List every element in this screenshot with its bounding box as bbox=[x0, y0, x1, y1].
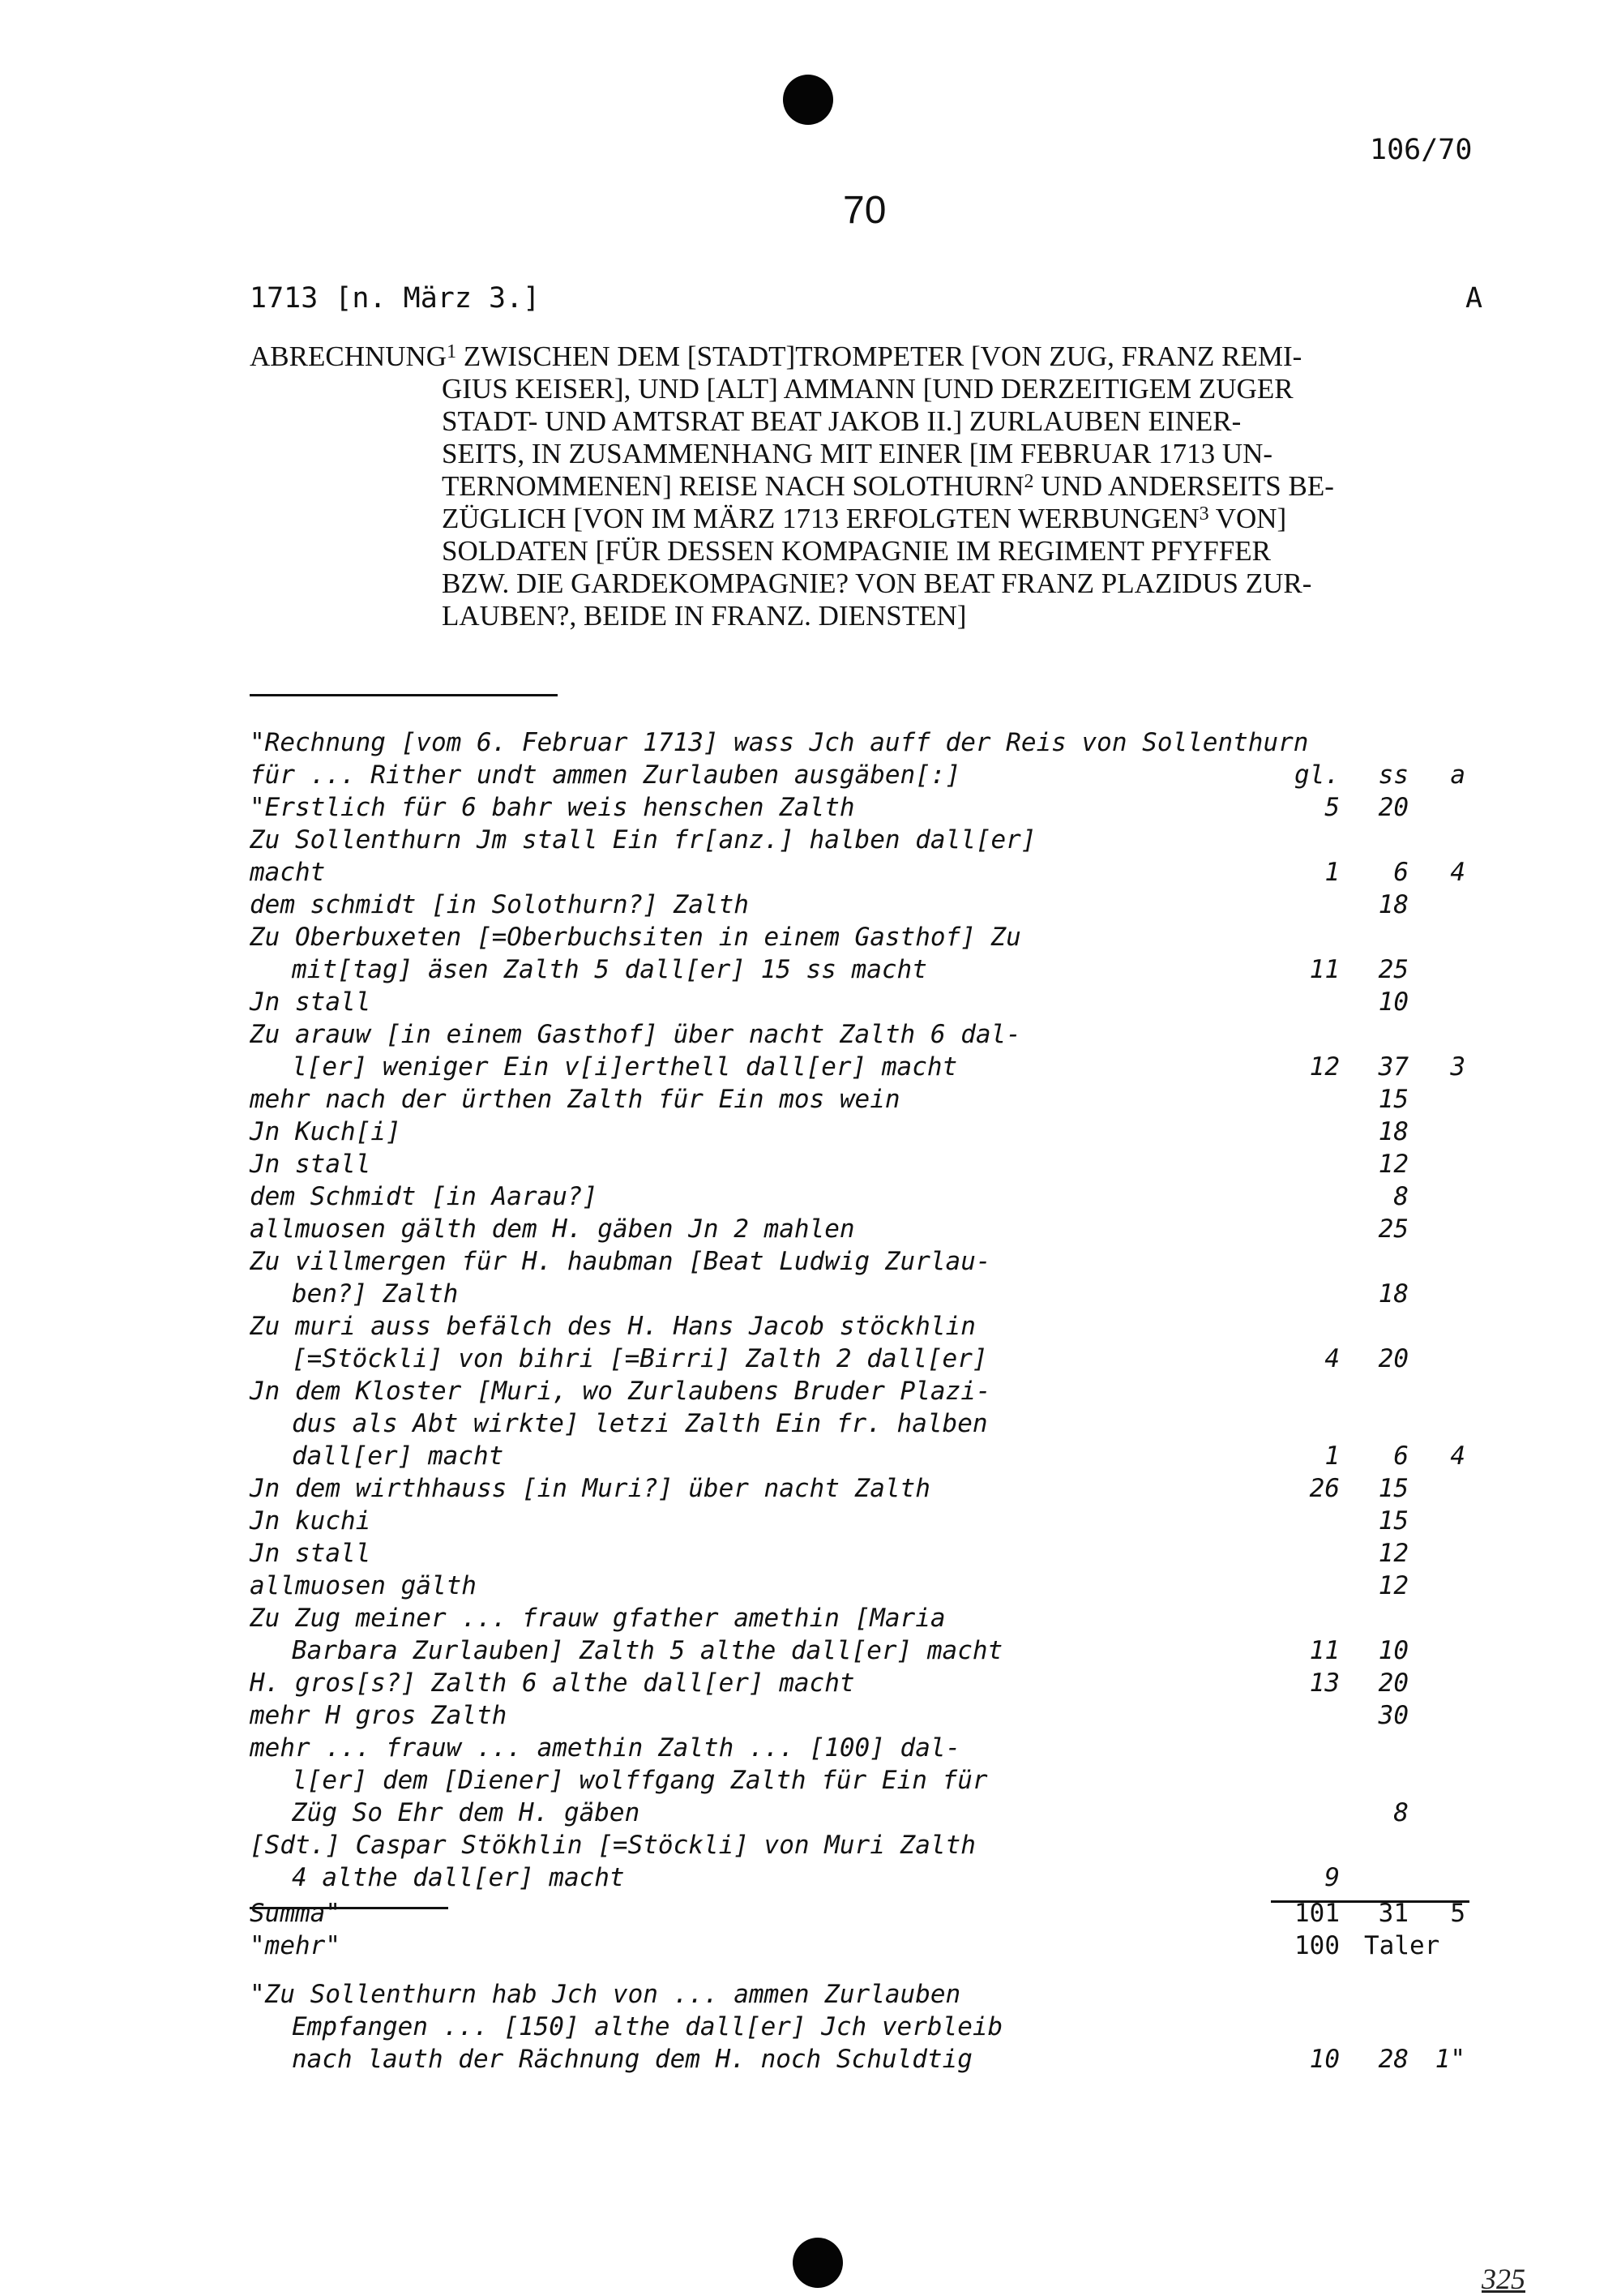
entry-gl: 12 bbox=[1309, 1052, 1340, 1082]
summa-a: 5 bbox=[1450, 1899, 1465, 1928]
entry-a: 3 bbox=[1450, 1052, 1465, 1082]
entry-ss: 12 bbox=[1378, 1150, 1409, 1179]
entry-ss: 20 bbox=[1378, 1344, 1409, 1373]
archive-number: 106/70 bbox=[1370, 134, 1473, 166]
entry-ss: 12 bbox=[1378, 1571, 1409, 1600]
entry-text: Jn stall bbox=[250, 1539, 371, 1568]
document-date: 1713 [n. März 3.] bbox=[250, 282, 541, 315]
table-row bbox=[250, 1310, 1482, 1343]
mehr-label: "mehr" bbox=[250, 1931, 340, 1960]
table-row bbox=[250, 1180, 1482, 1213]
entry-text: mit[tag] äsen Zalth 5 dall[er] 15 ss macht bbox=[292, 955, 927, 984]
entry-gl: 11 bbox=[1309, 955, 1340, 984]
entry-ss: 30 bbox=[1378, 1701, 1409, 1730]
entry-text: 4 althe dall[er] macht bbox=[292, 1863, 625, 1892]
entry-ss: 8 bbox=[1393, 1798, 1409, 1827]
summa-ss: 31 bbox=[1378, 1899, 1409, 1928]
entry-a: 4 bbox=[1450, 858, 1465, 887]
table-row bbox=[250, 1634, 1482, 1667]
table-row bbox=[250, 1829, 1482, 1861]
table-row bbox=[250, 921, 1482, 953]
table-row bbox=[250, 1570, 1482, 1602]
entry-text: "Erstlich für 6 bahr weis henschen Zalth bbox=[250, 793, 855, 822]
table-row bbox=[250, 1861, 1482, 1894]
entry-text: Zu Oberbuxeten [=Oberbuchsiten in einem Gasthof] Zu bbox=[250, 923, 1021, 952]
entry-ss: 15 bbox=[1378, 1506, 1409, 1536]
footnote-2-mark: 2 bbox=[1024, 471, 1034, 492]
entry-ss: 15 bbox=[1378, 1474, 1409, 1503]
entry-text: [=Stöckli] von bihri [=Birri] Zalth 2 dall[er] bbox=[292, 1344, 988, 1373]
entry-gl: 9 bbox=[1324, 1863, 1340, 1892]
table-row bbox=[250, 986, 1482, 1018]
entry-text: H. gros[s?] Zalth 6 althe dall[er] macht bbox=[250, 1668, 855, 1698]
entry-text: mehr nach der ürthen Zalth für Ein mos wein bbox=[250, 1085, 900, 1114]
mehr-value: 100 bbox=[1294, 1931, 1340, 1960]
entry-gl: 26 bbox=[1309, 1474, 1340, 1503]
entry-text: Jn stall bbox=[250, 1150, 371, 1179]
final-ss: 28 bbox=[1378, 2045, 1409, 2074]
entry-text: Züg So Ehr dem H. gäben bbox=[292, 1798, 640, 1827]
punch-hole-bottom bbox=[793, 2238, 843, 2288]
folio-number: 325 bbox=[1482, 2263, 1525, 2295]
title-line-7: SOLDATEN [FÜR DESSEN KOMPAGNIE IM REGIMENT PFYFFER bbox=[442, 535, 1271, 567]
entry-text: Jn kuchi bbox=[250, 1506, 371, 1536]
summa-rule-right bbox=[1271, 1900, 1469, 1903]
entry-text: dem Schmidt [in Aarau?] bbox=[250, 1182, 598, 1211]
table-row bbox=[250, 1505, 1482, 1537]
title-line-6: ZÜGLICH [VON IM MÄRZ 1713 ERFOLGTEN WERBUNGEN$^3$ VON] bbox=[442, 503, 1287, 534]
final-line-2: Empfangen ... [150] althe dall[er] Jch verbleib bbox=[292, 2012, 1003, 2041]
entry-ss: 8 bbox=[1393, 1182, 1409, 1211]
table-row bbox=[250, 1602, 1482, 1634]
account-rows bbox=[250, 791, 1482, 1894]
table-row bbox=[250, 1375, 1482, 1407]
entry-ss: 10 bbox=[1378, 987, 1409, 1017]
entry-text: allmuosen gälth bbox=[250, 1571, 477, 1600]
account-header-1: "Rechnung [vom 6. Februar 1713] wass Jch auff der Reis von Sollenthurn bbox=[250, 728, 1309, 757]
entry-text: Jn dem wirthhauss [in Muri?] über nacht Zalth bbox=[250, 1474, 930, 1503]
title-line-9: LAUBEN?, BEIDE IN FRANZ. DIENSTEN] bbox=[442, 600, 967, 632]
entry-text: dus als Abt wirkte] letzi Zalth Ein fr. halben bbox=[292, 1409, 988, 1438]
entry-text: l[er] dem [Diener] wolffgang Zalth für Ein für bbox=[292, 1766, 988, 1795]
page-number: 70 bbox=[843, 189, 887, 232]
entry-ss: 18 bbox=[1378, 890, 1409, 919]
table-row bbox=[250, 1083, 1482, 1116]
title-line-5: TERNOMMENEN] REISE NACH SOLOTHURN$^2$ UND ANDERSEITS BE- bbox=[442, 470, 1334, 502]
table-row bbox=[250, 1018, 1482, 1051]
entry-text: Zu muri auss befälch des H. Hans Jacob stöckhlin bbox=[250, 1312, 976, 1341]
entry-ss: 20 bbox=[1378, 1668, 1409, 1698]
entry-text: Zu Zug meiner ... frauw gfather amethin [Maria bbox=[250, 1604, 946, 1633]
table-row bbox=[250, 1764, 1482, 1797]
document-title bbox=[250, 341, 1498, 632]
entry-ss: 18 bbox=[1378, 1117, 1409, 1146]
entry-text: Barbara Zurlauben] Zalth 5 althe dall[er] macht bbox=[292, 1636, 1003, 1665]
account-ledger bbox=[250, 726, 1482, 2075]
entry-ss: 25 bbox=[1378, 955, 1409, 984]
entry-text: allmuosen gälth dem H. gäben Jn 2 mahlen bbox=[250, 1214, 855, 1244]
account-header-2: für ... Rither undt ammen Zurlauben ausgäben[:] gl. ss a bbox=[250, 760, 1465, 790]
table-row bbox=[250, 1440, 1482, 1472]
entry-text: l[er] weniger Ein v[i]erthell dall[er] macht bbox=[292, 1052, 958, 1082]
entry-ss: 6 bbox=[1393, 1441, 1409, 1471]
final-gl: 10 bbox=[1309, 2045, 1340, 2074]
entry-gl: 4 bbox=[1324, 1344, 1340, 1373]
entry-ss: 25 bbox=[1378, 1214, 1409, 1244]
table-row bbox=[250, 1407, 1482, 1440]
entry-ss: 15 bbox=[1378, 1085, 1409, 1114]
entry-ss: 10 bbox=[1378, 1636, 1409, 1665]
entry-ss: 18 bbox=[1378, 1279, 1409, 1309]
entry-a: 4 bbox=[1450, 1441, 1465, 1471]
column-gl-header: gl. bbox=[1294, 760, 1340, 790]
title-line-8: BZW. DIE GARDEKOMPAGNIE? VON BEAT FRANZ PLAZIDUS ZUR- bbox=[442, 568, 1312, 599]
table-row bbox=[250, 1245, 1482, 1278]
table-row bbox=[250, 1116, 1482, 1148]
table-row bbox=[250, 1051, 1482, 1083]
summa-label: Summa" bbox=[250, 1899, 340, 1928]
table-row bbox=[250, 824, 1482, 856]
title-divider bbox=[250, 694, 558, 696]
column-ss-header: ss bbox=[1378, 760, 1409, 790]
table-row bbox=[250, 1699, 1482, 1732]
entry-text: Jn dem Kloster [Muri, wo Zurlaubens Bruder Plazi- bbox=[250, 1377, 991, 1406]
entry-ss: 37 bbox=[1378, 1052, 1409, 1082]
table-row bbox=[250, 1343, 1482, 1375]
table-row bbox=[250, 889, 1482, 921]
table-row bbox=[250, 1472, 1482, 1505]
entry-text: mehr ... frauw ... amethin Zalth ... [100] dal- bbox=[250, 1733, 961, 1763]
entry-gl: 5 bbox=[1324, 793, 1340, 822]
series-letter: A bbox=[1465, 282, 1483, 315]
table-row bbox=[250, 791, 1482, 824]
footnote-1-mark: 1 bbox=[447, 341, 457, 362]
table-row bbox=[250, 856, 1482, 889]
entry-text: Zu villmergen für H. haubman [Beat Ludwig Zurlau- bbox=[250, 1247, 991, 1276]
entry-gl: 13 bbox=[1309, 1668, 1340, 1698]
entry-ss: 12 bbox=[1378, 1539, 1409, 1568]
mehr-row bbox=[250, 1930, 1482, 1962]
mehr-unit: Taler bbox=[1364, 1931, 1440, 1960]
title-line-4: SEITS, IN ZUSAMMENHANG MIT EINER [IM FEBRUAR 1713 UN- bbox=[442, 438, 1273, 469]
entry-text: Zu arauw [in einem Gasthof] über nacht Zalth 6 dal- bbox=[250, 1020, 1021, 1049]
entry-text: [Sdt.] Caspar Stökhlin [=Stöckli] von Muri Zalth bbox=[250, 1831, 976, 1860]
entry-gl: 11 bbox=[1309, 1636, 1340, 1665]
table-row bbox=[250, 1797, 1482, 1829]
table-row bbox=[250, 1537, 1482, 1570]
table-row bbox=[250, 1278, 1482, 1310]
entry-ss: 6 bbox=[1393, 858, 1409, 887]
entry-text: Jn Kuch[i] bbox=[250, 1117, 401, 1146]
column-a-header: a bbox=[1450, 760, 1465, 790]
entry-gl: 1 bbox=[1324, 858, 1340, 887]
punch-hole-top bbox=[783, 75, 833, 125]
entry-text: Zu Sollenthurn Jm stall Ein fr[anz.] halben dall[er] bbox=[250, 825, 1037, 855]
final-line-3: nach lauth der Rächnung dem H. noch Schuldtig 10 28 1" bbox=[292, 2045, 1465, 2074]
entry-text: ben?] Zalth bbox=[292, 1279, 459, 1309]
final-a: 1" bbox=[1435, 2045, 1465, 2074]
entry-text: macht bbox=[250, 858, 326, 887]
table-row bbox=[250, 1667, 1482, 1699]
final-line-1: "Zu Sollenthurn hab Jch von ... ammen Zurlauben bbox=[250, 1980, 961, 2009]
title-line-3: STADT- UND AMTSRAT BEAT JAKOB II.] ZURLAUBEN EINER- bbox=[442, 405, 1242, 437]
title-line-2: GIUS KEISER], UND [ALT] AMMANN [UND DERZEITIGEM ZUGER bbox=[442, 373, 1294, 405]
summa-gl: 101 bbox=[1294, 1899, 1340, 1928]
table-row bbox=[250, 1148, 1482, 1180]
entry-text: dem schmidt [in Solothurn?] Zalth bbox=[250, 890, 749, 919]
table-row bbox=[250, 1732, 1482, 1764]
entry-ss: 20 bbox=[1378, 793, 1409, 822]
table-row bbox=[250, 953, 1482, 986]
table-row bbox=[250, 1213, 1482, 1245]
summa-rule-left bbox=[250, 1907, 448, 1909]
title-line-1: ABRECHNUNG$^1$ ZWISCHEN DEM [STADT]TROMPETER [VON ZUG, FRANZ REMI- bbox=[250, 341, 1302, 372]
entry-text: Jn stall bbox=[250, 987, 371, 1017]
footnote-3-mark: 3 bbox=[1199, 503, 1209, 525]
entry-gl: 1 bbox=[1324, 1441, 1340, 1471]
entry-text: dall[er] macht bbox=[292, 1441, 504, 1471]
entry-text: mehr H gros Zalth bbox=[250, 1701, 507, 1730]
